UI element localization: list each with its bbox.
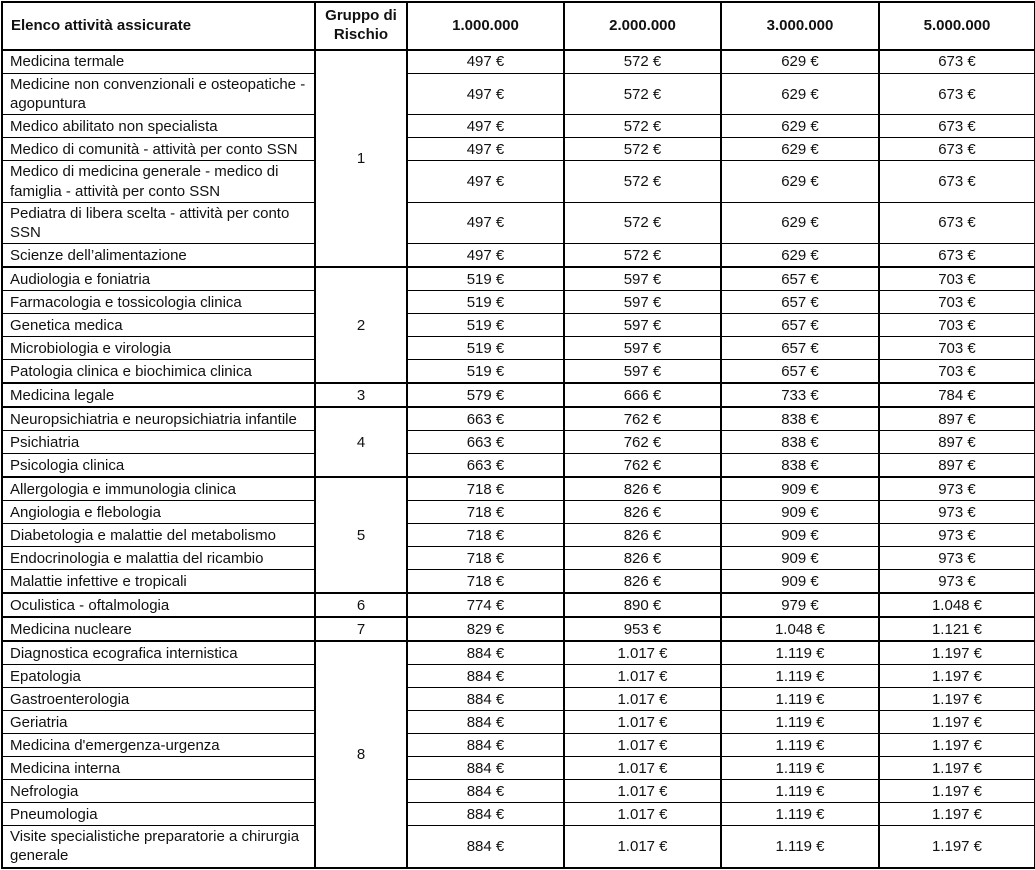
risk-group-cell: 3 (315, 383, 407, 407)
risk-group-cell: 7 (315, 617, 407, 641)
price-cell: 897 € (879, 454, 1035, 478)
price-cell: 673 € (879, 161, 1035, 202)
table-row (2, 665, 1035, 688)
price-cell: 519 € (407, 267, 564, 291)
activity-cell: Malattie infettive e tropicali (2, 570, 315, 594)
table-row (2, 202, 1035, 243)
table-row (2, 50, 1035, 74)
price-cell: 657 € (721, 360, 879, 384)
activity-cell: Medico abilitato non specialista (2, 115, 315, 138)
risk-group-cell: 5 (315, 477, 407, 593)
price-cell: 1.017 € (564, 803, 721, 826)
price-cell: 572 € (564, 161, 721, 202)
price-cell: 629 € (721, 244, 879, 268)
price-cell: 973 € (879, 570, 1035, 594)
price-cell: 1.197 € (879, 734, 1035, 757)
price-cell: 673 € (879, 244, 1035, 268)
price-cell: 519 € (407, 337, 564, 360)
table-row (2, 74, 1035, 115)
price-cell: 572 € (564, 244, 721, 268)
price-cell: 1.119 € (721, 803, 879, 826)
price-cell: 663 € (407, 431, 564, 454)
price-cell: 673 € (879, 202, 1035, 243)
price-cell: 1.119 € (721, 641, 879, 665)
table-row (2, 161, 1035, 202)
price-cell: 703 € (879, 267, 1035, 291)
price-cell: 973 € (879, 524, 1035, 547)
price-cell: 629 € (721, 74, 879, 115)
table-row (2, 267, 1035, 291)
price-cell: 1.197 € (879, 826, 1035, 868)
price-cell: 519 € (407, 291, 564, 314)
price-cell: 663 € (407, 454, 564, 478)
price-cell: 1.119 € (721, 757, 879, 780)
price-cell: 497 € (407, 244, 564, 268)
table-row (2, 711, 1035, 734)
activity-cell: Scienze dell’alimentazione (2, 244, 315, 268)
price-cell: 1.017 € (564, 665, 721, 688)
price-cell: 909 € (721, 547, 879, 570)
price-cell: 826 € (564, 547, 721, 570)
table-row (2, 454, 1035, 478)
table-row (2, 244, 1035, 268)
column-header-1000000: 1.000.000 (407, 2, 564, 50)
price-cell: 703 € (879, 314, 1035, 337)
price-cell: 657 € (721, 267, 879, 291)
premium-table (1, 1, 1035, 869)
activity-cell: Genetica medica (2, 314, 315, 337)
price-cell: 1.197 € (879, 711, 1035, 734)
price-cell: 597 € (564, 267, 721, 291)
price-cell: 909 € (721, 477, 879, 501)
activity-cell: Microbiologia e virologia (2, 337, 315, 360)
price-cell: 884 € (407, 757, 564, 780)
price-cell: 909 € (721, 524, 879, 547)
activity-cell: Gastroenterologia (2, 688, 315, 711)
price-cell: 718 € (407, 501, 564, 524)
price-cell: 973 € (879, 547, 1035, 570)
price-cell: 572 € (564, 138, 721, 161)
activity-cell: Farmacologia e tossicologia clinica (2, 291, 315, 314)
price-cell: 718 € (407, 570, 564, 594)
table-row (2, 291, 1035, 314)
price-cell: 1.197 € (879, 641, 1035, 665)
activity-cell: Audiologia e foniatria (2, 267, 315, 291)
price-cell: 1.119 € (721, 780, 879, 803)
activity-cell: Psicologia clinica (2, 454, 315, 478)
price-cell: 838 € (721, 431, 879, 454)
price-cell: 497 € (407, 138, 564, 161)
price-cell: 1.197 € (879, 688, 1035, 711)
price-cell: 718 € (407, 547, 564, 570)
price-cell: 597 € (564, 360, 721, 384)
table-row (2, 314, 1035, 337)
table-row (2, 360, 1035, 384)
activity-cell: Medicina d'emergenza-urgenza (2, 734, 315, 757)
price-cell: 826 € (564, 570, 721, 594)
risk-group-cell: 4 (315, 407, 407, 477)
price-cell: 1.197 € (879, 780, 1035, 803)
price-cell: 572 € (564, 202, 721, 243)
activity-cell: Endocrinologia e malattia del ricambio (2, 547, 315, 570)
price-cell: 629 € (721, 50, 879, 74)
column-header-3000000: 3.000.000 (721, 2, 879, 50)
activity-cell: Medicina legale (2, 383, 315, 407)
column-header-activities: Elenco attività assicurate (2, 2, 315, 50)
price-cell: 774 € (407, 593, 564, 617)
table-row (2, 780, 1035, 803)
table-body (2, 50, 1035, 868)
price-cell: 657 € (721, 314, 879, 337)
price-cell: 884 € (407, 688, 564, 711)
price-cell: 884 € (407, 665, 564, 688)
price-cell: 1.197 € (879, 757, 1035, 780)
table-row (2, 617, 1035, 641)
table-row (2, 547, 1035, 570)
price-cell: 1.048 € (879, 593, 1035, 617)
activity-cell: Psichiatria (2, 431, 315, 454)
column-header-5000000: 5.000.000 (879, 2, 1035, 50)
price-cell: 909 € (721, 501, 879, 524)
price-cell: 973 € (879, 501, 1035, 524)
activity-cell: Medicina interna (2, 757, 315, 780)
price-cell: 762 € (564, 454, 721, 478)
activity-cell: Pediatra di libera scelta - attività per conto SSN (2, 202, 315, 243)
price-cell: 519 € (407, 314, 564, 337)
price-cell: 884 € (407, 803, 564, 826)
price-cell: 572 € (564, 74, 721, 115)
price-cell: 953 € (564, 617, 721, 641)
price-cell: 703 € (879, 337, 1035, 360)
price-cell: 1.119 € (721, 665, 879, 688)
price-cell: 657 € (721, 337, 879, 360)
table-row (2, 115, 1035, 138)
activity-cell: Visite specialistiche preparatorie a chirurgia generale (2, 826, 315, 868)
activity-cell: Pneumologia (2, 803, 315, 826)
table-row (2, 593, 1035, 617)
price-cell: 1.119 € (721, 688, 879, 711)
price-cell: 1.048 € (721, 617, 879, 641)
activity-cell: Diagnostica ecografica internistica (2, 641, 315, 665)
risk-group-cell: 2 (315, 267, 407, 383)
price-cell: 572 € (564, 50, 721, 74)
price-cell: 1.017 € (564, 780, 721, 803)
table-row (2, 734, 1035, 757)
price-cell: 673 € (879, 50, 1035, 74)
table-row (2, 570, 1035, 594)
table-row (2, 337, 1035, 360)
price-cell: 497 € (407, 202, 564, 243)
price-cell: 909 € (721, 570, 879, 594)
price-cell: 884 € (407, 780, 564, 803)
price-cell: 1.017 € (564, 734, 721, 757)
price-cell: 979 € (721, 593, 879, 617)
price-cell: 1.017 € (564, 826, 721, 868)
price-cell: 673 € (879, 115, 1035, 138)
risk-group-cell: 6 (315, 593, 407, 617)
price-cell: 784 € (879, 383, 1035, 407)
price-cell: 897 € (879, 431, 1035, 454)
table-row (2, 407, 1035, 431)
column-header-2000000: 2.000.000 (564, 2, 721, 50)
activity-cell: Epatologia (2, 665, 315, 688)
price-cell: 762 € (564, 407, 721, 431)
price-cell: 718 € (407, 524, 564, 547)
price-cell: 673 € (879, 138, 1035, 161)
table-row (2, 688, 1035, 711)
price-cell: 629 € (721, 115, 879, 138)
price-cell: 597 € (564, 314, 721, 337)
activity-cell: Allergologia e immunologia clinica (2, 477, 315, 501)
activity-cell: Medico di medicina generale - medico di famiglia - attività per conto SSN (2, 161, 315, 202)
price-cell: 1.197 € (879, 665, 1035, 688)
price-cell: 597 € (564, 337, 721, 360)
activity-cell: Diabetologia e malattie del metabolismo (2, 524, 315, 547)
activity-cell: Nefrologia (2, 780, 315, 803)
table-row (2, 477, 1035, 501)
price-cell: 826 € (564, 477, 721, 501)
price-cell: 519 € (407, 360, 564, 384)
activity-cell: Neuropsichiatria e neuropsichiatria infantile (2, 407, 315, 431)
price-cell: 497 € (407, 50, 564, 74)
activity-cell: Medicine non convenzionali e osteopatiche - agopuntura (2, 74, 315, 115)
price-cell: 826 € (564, 524, 721, 547)
activity-cell: Angiologia e flebologia (2, 501, 315, 524)
price-cell: 1.119 € (721, 711, 879, 734)
price-cell: 673 € (879, 74, 1035, 115)
price-cell: 762 € (564, 431, 721, 454)
price-cell: 838 € (721, 454, 879, 478)
price-cell: 497 € (407, 74, 564, 115)
table-row (2, 641, 1035, 665)
table-row (2, 383, 1035, 407)
price-cell: 497 € (407, 161, 564, 202)
activity-cell: Geriatria (2, 711, 315, 734)
header-row (2, 2, 1035, 50)
price-cell: 1.119 € (721, 826, 879, 868)
price-cell: 884 € (407, 711, 564, 734)
price-cell: 826 € (564, 501, 721, 524)
price-cell: 1.197 € (879, 803, 1035, 826)
price-cell: 1.017 € (564, 757, 721, 780)
price-cell: 973 € (879, 477, 1035, 501)
price-cell: 666 € (564, 383, 721, 407)
price-cell: 890 € (564, 593, 721, 617)
price-cell: 1.121 € (879, 617, 1035, 641)
table-row (2, 501, 1035, 524)
price-cell: 884 € (407, 641, 564, 665)
price-cell: 703 € (879, 360, 1035, 384)
activity-cell: Oculistica - oftalmologia (2, 593, 315, 617)
price-cell: 829 € (407, 617, 564, 641)
table-row (2, 138, 1035, 161)
table-row (2, 803, 1035, 826)
price-cell: 663 € (407, 407, 564, 431)
price-cell: 703 € (879, 291, 1035, 314)
price-cell: 884 € (407, 826, 564, 868)
risk-group-cell: 1 (315, 50, 407, 267)
price-cell: 718 € (407, 477, 564, 501)
price-cell: 572 € (564, 115, 721, 138)
price-cell: 897 € (879, 407, 1035, 431)
price-cell: 1.017 € (564, 641, 721, 665)
activity-cell: Medicina termale (2, 50, 315, 74)
price-cell: 629 € (721, 138, 879, 161)
price-cell: 629 € (721, 202, 879, 243)
table-header (2, 2, 1035, 50)
price-cell: 579 € (407, 383, 564, 407)
price-cell: 629 € (721, 161, 879, 202)
column-header-risk-group: Gruppo di Rischio (315, 2, 407, 50)
price-cell: 597 € (564, 291, 721, 314)
table-row (2, 431, 1035, 454)
table-row (2, 757, 1035, 780)
price-cell: 884 € (407, 734, 564, 757)
price-cell: 497 € (407, 115, 564, 138)
price-cell: 1.017 € (564, 688, 721, 711)
price-cell: 838 € (721, 407, 879, 431)
table-row (2, 826, 1035, 868)
price-cell: 1.119 € (721, 734, 879, 757)
table-row (2, 524, 1035, 547)
price-cell: 657 € (721, 291, 879, 314)
activity-cell: Medico di comunità - attività per conto SSN (2, 138, 315, 161)
price-cell: 733 € (721, 383, 879, 407)
price-cell: 1.017 € (564, 711, 721, 734)
activity-cell: Patologia clinica e biochimica clinica (2, 360, 315, 384)
risk-group-cell: 8 (315, 641, 407, 867)
activity-cell: Medicina nucleare (2, 617, 315, 641)
